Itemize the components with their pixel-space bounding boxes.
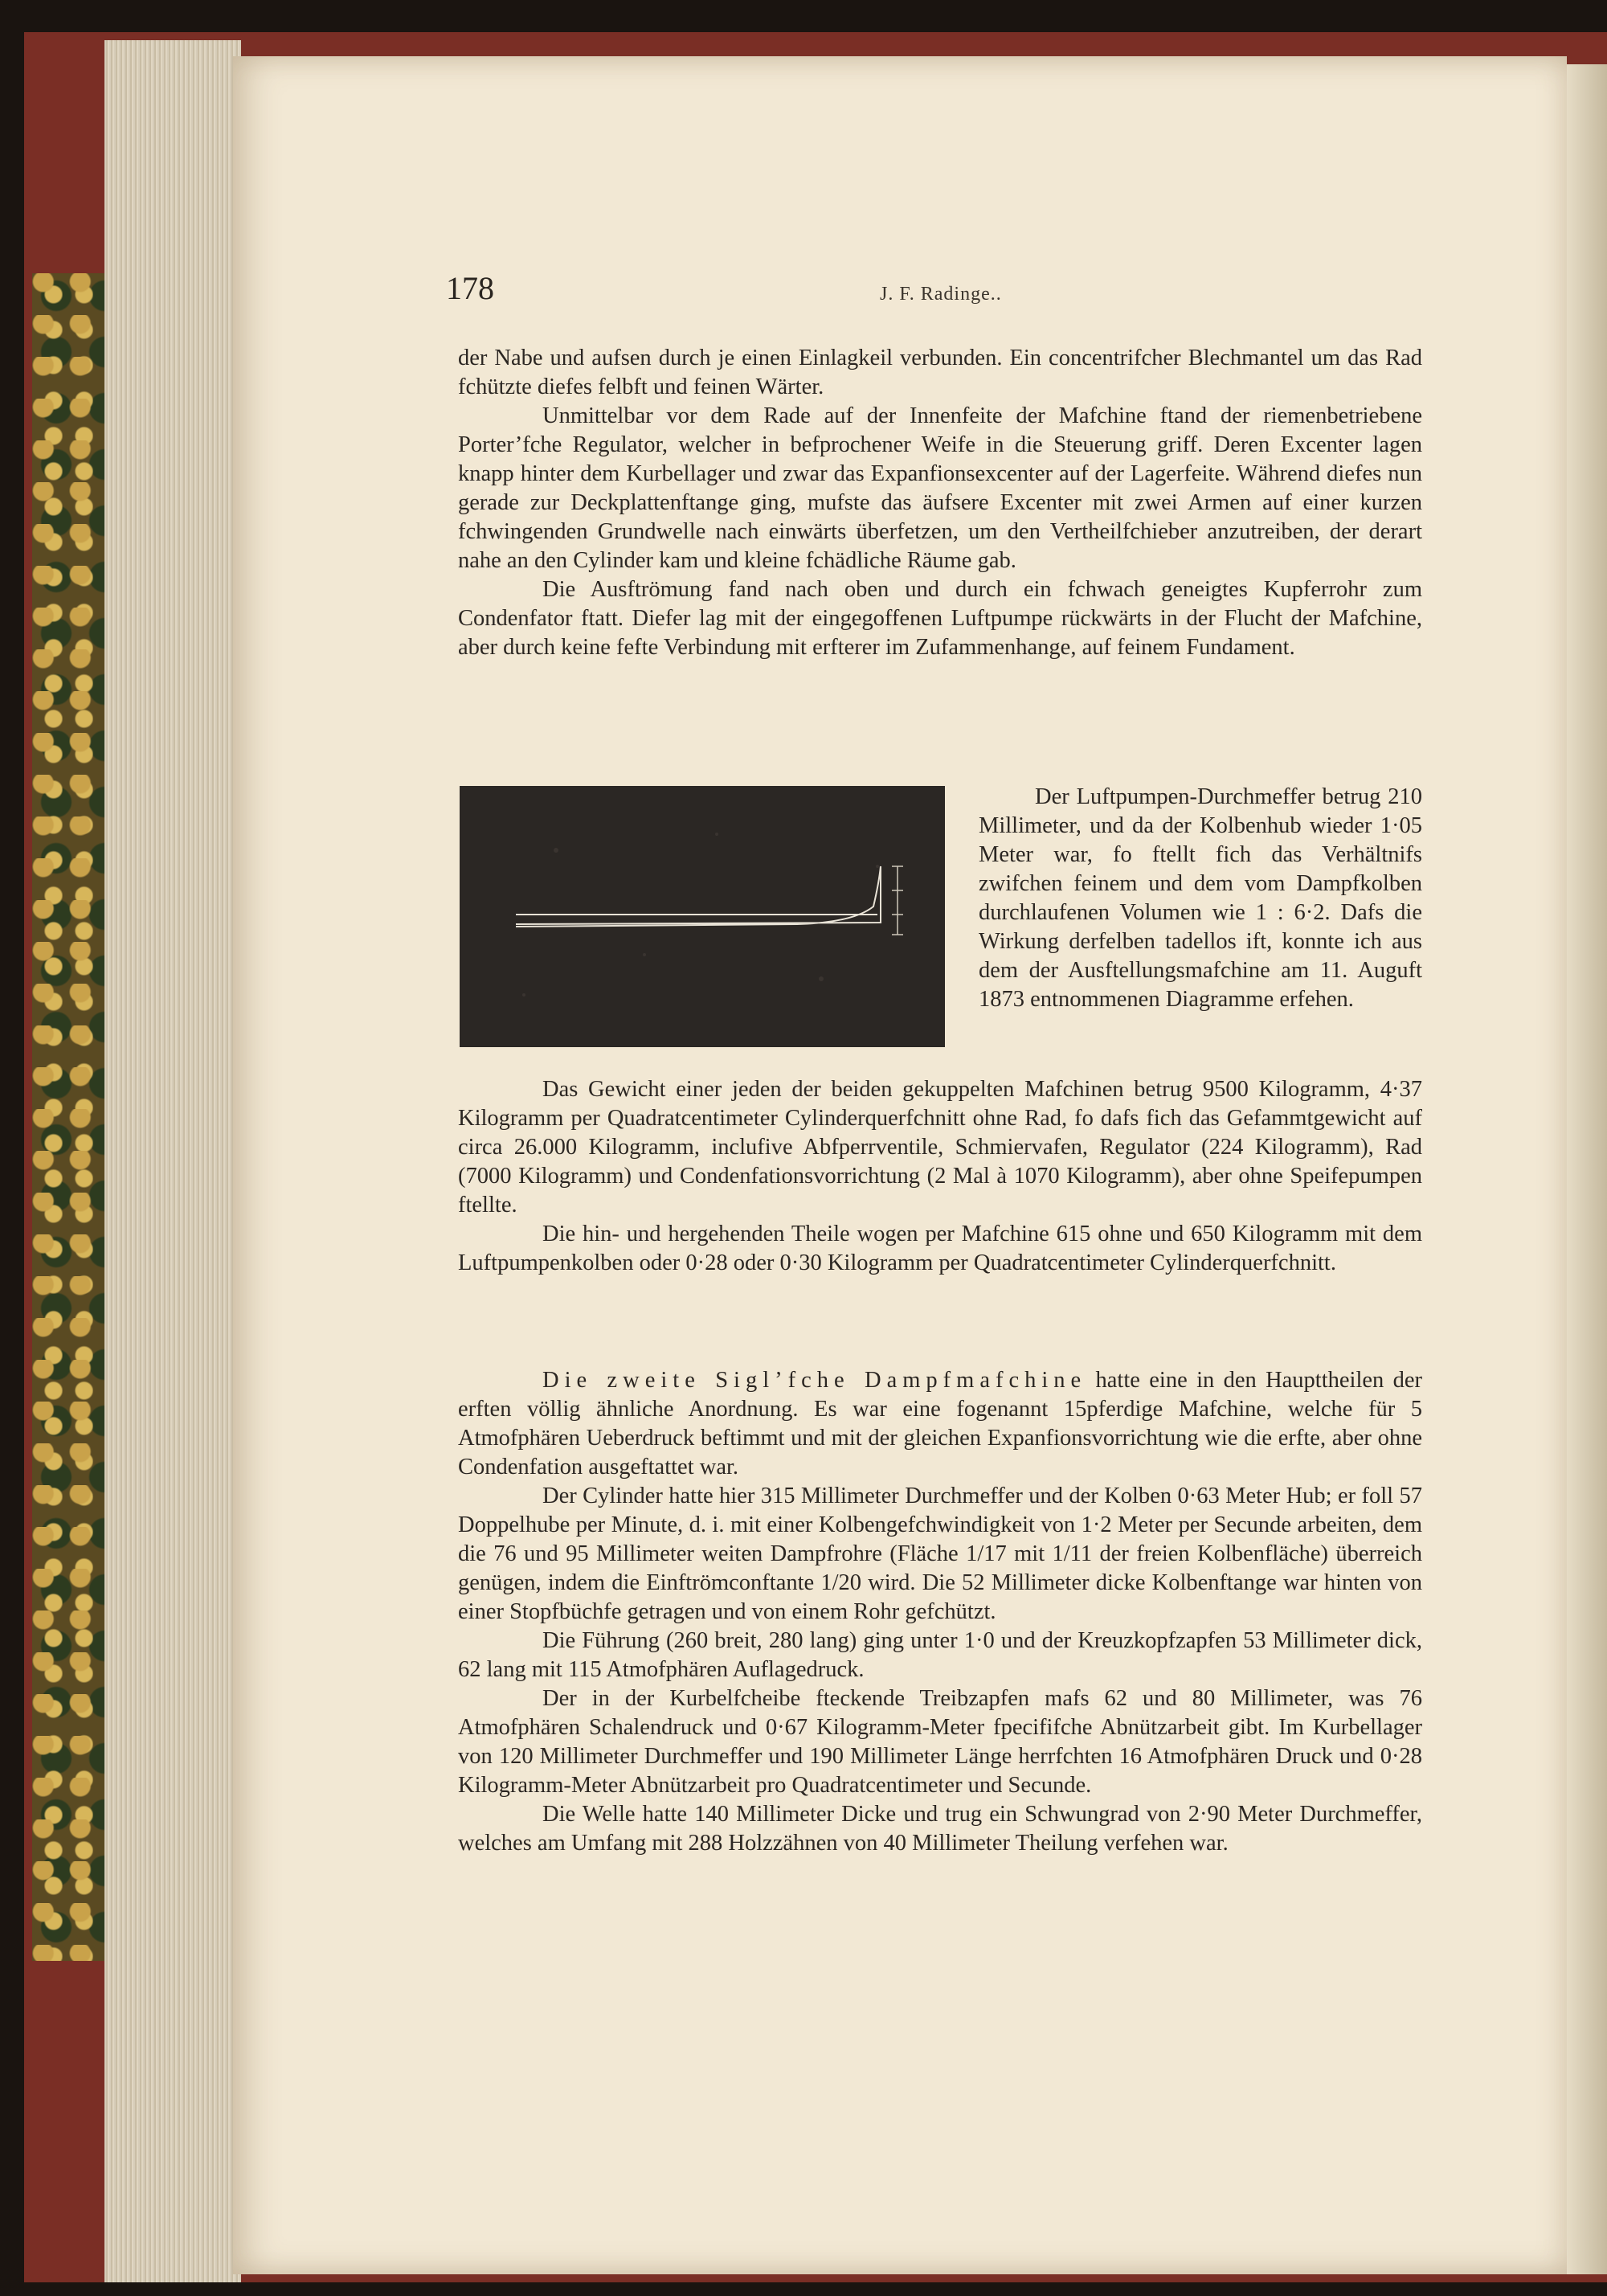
paragraph: Die Führung (260 breit, 280 lang) ging unter 1·0 und der Kreuzkopfzapfen 53 Millimeter dick, 62 lang mit 115 Atmofphären Auflagedruck.	[458, 1628, 1422, 1682]
marbled-binding	[32, 273, 112, 1961]
paragraph: Unmittelbar vor dem Rade auf der Innenfeite der Mafchine ftand der riemenbetriebene Porter’fche Regulator, welcher in befprochener Weife in die Steuerung griff. Deren Excenter lagen knapp hinter dem Kurbellager und zwar das Expanfionsexcenter auf der Lagerfeite. Während diefes nun gerade zur Deckplattenftange ging, mufste das äufsere Excenter mit zwei Armen auf einer kurzen fchwingenden Grundwelle nach einwärts überfetzen, um den Vertheilfchieber anzutreiben, der derart nahe an den Cylinder kam und kleine fchädliche Räume gab.	[458, 403, 1422, 573]
indicator-diagram	[460, 786, 945, 1047]
paragraph: Der Cylinder hatte hier 315 Millimeter Durchmeffer und der Kolben 0·63 Meter Hub; er foll 57 Doppelhube per Minute, d. i. mit einer Kolbengefchwindigkeit von 1·2 Meter per Secunde arbeiten, dem die 76 und 95 Millimeter weiten Dampfrohre (Fläche 1/17 mit 1/11 der freien Kolbenfläche) überreich genügen, indem die Einftrömconftante 1/20 wird. Die 52 Millimeter dicke Kolbenftange war hinten von einer Stopfbüchfe getragen und von einem Rohr gefchützt.	[458, 1484, 1422, 1624]
section-title-spaced: Die zweite Sigl’fche Dampfmafchine	[542, 1368, 1087, 1393]
paragraph: der Nabe und aufsen durch je einen Einlagkeil verbunden. Ein concentrifcher Blechmantel um das Rad fchützte diefes felbft und feinen Wärter.	[458, 346, 1422, 399]
paragraph: Die hin- und hergehenden Theile wogen per Mafchine 615 ohne und 650 Kilogramm mit dem Luftpumpenkolben oder 0·28 oder 0·30 Kilogramm per Quadratcentimeter Cylinderquerfchnitt.	[458, 1222, 1422, 1275]
paragraph: Das Gewicht einer jeden der beiden gekuppelten Mafchinen betrug 9500 Kilogramm, 4·37 Kilogramm per Quadratcentimeter Cylinderquerfchnitt ohne Rad, fo dafs fich das Gefammtgewicht auf circa 26.000 Kilogramm, inclufive Abfperrventile, Schmiervafen, Regulator (224 Kilogramm), Rad (7000 Kilogramm) und Condenfationsvorrichtung (2 Mal à 1070 Kilogramm), aber ohne Speifepumpen ftellte.	[458, 1077, 1422, 1218]
paragraph: Die Welle hatte 140 Millimeter Dicke und trug ein Schwungrad von 2·90 Meter Durchmeffer, welches am Umfang mit 288 Holzzähnen von 40 Millimeter Theilung verfehen war.	[458, 1802, 1422, 1856]
text-block-section-two	[458, 1366, 1422, 1858]
paragraph: Der Luftpumpen-Durchmeffer betrug 210 Millimeter, und da der Kolbenhub wieder 1·05 Meter war, fo ftellt fich das Verhältnifs zwifchen feinem und dem vom Dampfkolben durchlaufenen Volumen wie 1 : 6·2. Dafs die Wirkung derfelben tadellos ift, konnte ich aus dem der Ausftellungsmafchine am 11. Auguft 1873 entnommenen Diagramme erfehen.	[979, 784, 1422, 1012]
figure-side-text	[979, 783, 1422, 1014]
page-stack-edge	[104, 40, 241, 2282]
paragraph	[458, 1366, 1422, 1482]
text-block-middle	[458, 1075, 1422, 1278]
indicator-diagram-figure	[460, 786, 945, 1047]
page-header	[446, 269, 1386, 317]
facing-page-edge	[1567, 64, 1607, 2274]
running-head: J. F. Radinge..	[880, 284, 1002, 305]
page-number: 178	[446, 270, 494, 306]
paragraph: Der in der Kurbelfcheibe fteckende Treibzapfen mafs 62 und 80 Millimeter, was 76 Atmofphären Schalendruck und 0·67 Kilogramm-Meter fpecififche Abnützarbeit gibt. Im Kurbellager von 120 Millimeter Durchmeffer und 190 Millimeter Länge herrfchten 16 Atmofphären Druck und 0·28 Kilogramm-Meter Abnützarbeit pro Quadratcentimeter und Secunde.	[458, 1686, 1422, 1798]
paragraph: Die Ausftrömung fand nach oben und durch ein fchwach geneigtes Kupferrohr zum Condenfator ftatt. Diefer lag mit der eingegoffenen Luftpumpe rückwärts in der Flucht der Mafchine, aber durch keine fefte Verbindung mit erfterer im Zufammenhange, auf feinem Fundament.	[458, 577, 1422, 660]
paragraph-text: hatte eine in den Haupttheilen der erften völlig ähnliche Anordnung. Es war eine fogenannt 15pferdige Mafchine, welche für 5 Atmofphären Ueberdruck beftimmt und mit der gleichen Expanfionsvorrichtung wie die erfte, aber ohne Condenfation ausgeftattet war.	[458, 1368, 1423, 1480]
text-block-top	[458, 344, 1422, 662]
